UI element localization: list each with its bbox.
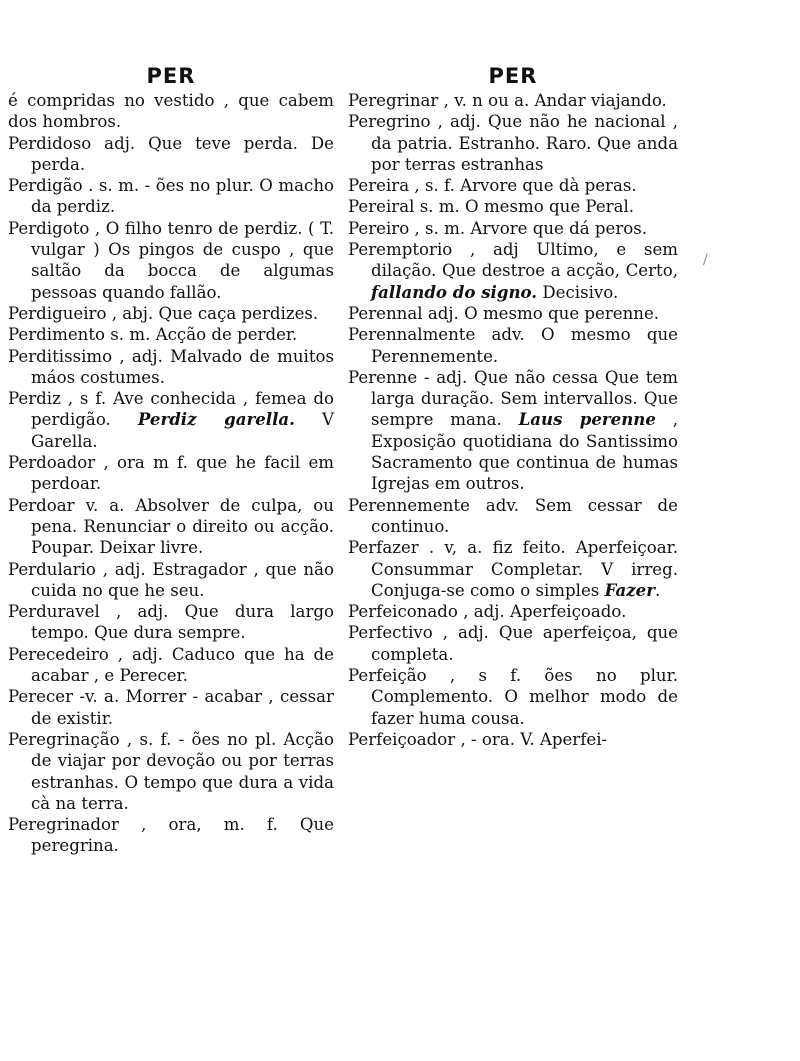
entry-definition: , adj. Que dura largo tempo. Que dura sempre. [31,602,334,643]
entry-definition: - adj. Que não cessa Que tem larga duração. Sem intervallos. Que sempre mana. [371,367,678,430]
dictionary-entry [8,175,334,218]
entry-definition: , adj. Malvado de muitos máos costumes. [31,346,334,387]
entry-definition-tail: Decisivo. [537,282,619,302]
entry-headword: Perdigueiro [8,303,107,323]
entry-definition-tail: V Garella. [31,410,334,451]
entry-headword: Perdidoso [8,133,92,153]
entry-headword: Perenne [348,367,418,387]
entry-definition: , ora m f. que he facil em perdoar. [31,453,334,494]
entry-definition: , adj. Estragador , que não cuida no que he seu. [31,559,334,600]
entry-headword: Pereira [348,176,410,196]
entry-headword: Perfeiçoador [348,729,456,749]
dictionary-entry [8,452,334,495]
margin-mark: / [703,252,708,268]
entry-definition: v. a. Absolver de culpa, ou pena. Renunciar o direito ou acção. Poupar. Deixar livre. [31,495,334,558]
entry-italic-example: Laus perenne [518,409,656,430]
entry-headword: Perfectivo [348,623,433,643]
left-entries [8,90,334,857]
entry-definition: adj. O mesmo que perenne. [422,303,660,323]
entry-definition: , adj. Que aperfeiçoa, que completa. [371,623,678,664]
entry-headword: Perennalmente [348,325,476,345]
dictionary-entry [348,303,678,324]
right-entries [348,90,678,750]
entry-definition: , O filho tenro de perdiz. ( T. vulgar ) Os pingos de cuspo , que saltão da bocca de algumas pessoas quando fallão. [31,218,334,302]
dictionary-entry [348,175,678,196]
entry-definition: . s. m. - ões no plur. O macho da perdiz. [31,176,334,217]
entry-headword: Perduravel [8,602,100,622]
dictionary-entry [8,686,334,729]
entry-definition: -v. a. Morrer - acabar , cessar de existir. [31,687,334,728]
entry-headword: Pereiral [348,197,415,217]
entry-definition-tail: . [654,580,661,600]
dictionary-entry [348,729,678,750]
dictionary-entry [8,346,334,389]
entry-definition: , v. n ou a. Andar viajando. [438,91,667,110]
entry-definition: , adj. Caduco que ha de acabar , e Perecer. [31,644,334,686]
entry-definition: s. m. Acção de perder. [105,325,298,345]
entry-italic-example: Perdiz garella. [137,409,295,430]
dictionary-entry [348,196,678,217]
entry-definition: adv. Sem cessar de continuo. [371,495,678,536]
dictionary-entry [8,729,334,814]
dictionary-entry [348,537,678,601]
dictionary-entry [8,495,334,559]
dictionary-entry [348,218,678,239]
dictionary-entry [348,601,678,622]
entry-definition: , abj. Que caça perdizes. [106,303,319,323]
entry-headword: Perdimento [8,325,106,345]
dictionary-entry [8,218,334,303]
dictionary-entry [8,324,334,345]
entry-definition: , s. f. - ões no pl. Acção de viajar por devoção ou por terras estranhas. O tempo que dura a vida cà na terra. [31,729,334,813]
entry-definition: , adj. Aperfeiçoado. [457,602,627,622]
entry-definition: , s. m. Arvore que dá peros. [409,218,648,238]
right-column-header: PER [488,64,538,88]
dictionary-entry [348,367,678,495]
entry-headword: Peremptorio [348,240,453,260]
entry-headword: Perdigoto [8,218,90,238]
entry-headword: Peregrinador [8,815,119,835]
entry-definition: , s f. ões no plur. Complemento. O melhor modo de fazer huma cousa. [371,666,678,728]
entry-definition-tail: , Exposição quotidiana do Santissimo Sacramento que continua de humas Igrejas em outros. [371,410,679,494]
dictionary-entry [8,814,334,857]
dictionary-entry [8,90,334,133]
entry-headword: Perdigão [8,176,83,196]
entry-italic-example: Fazer [604,579,655,600]
dictionary-entry [8,601,334,644]
entry-headword: Perditissimo [8,346,113,366]
entry-definition: é compridas no vestido , que cabem dos hombros. [8,91,334,132]
dictionary-entry [348,90,678,111]
dictionary-entry [348,324,678,367]
entry-headword: Perennal [348,303,423,323]
entry-headword: Perecer [8,687,74,707]
left-column-header: PER [146,64,196,88]
entry-headword: Perfeiconado [348,602,458,622]
entry-headword: Pereiro [348,218,410,238]
entry-definition: s. m. O mesmo que Peral. [414,197,635,217]
right-column [348,62,678,750]
entry-definition: , s f. Ave conhecida , femea do perdigão. [31,389,334,430]
dictionary-entry [8,559,334,602]
entry-definition: , adj Ultimo, e sem dilação. Que destroe a acção, Certo, [371,240,678,281]
entry-headword: Perfazer [348,538,419,558]
entry-definition: adj. Que teve perda. De perda. [31,133,334,174]
left-column [8,62,334,857]
entry-definition: adv. O mesmo que Perennemente. [371,325,678,366]
dictionary-entry [8,303,334,324]
dictionary-entry [8,133,334,176]
dictionary-entry [348,622,678,665]
dictionary-entry [348,239,678,303]
entry-headword: Perdoar [8,495,75,515]
entry-headword: Peregrinar [348,91,439,110]
entry-headword: Peregrinação [8,729,120,749]
entry-italic-example: fallando do signo. [371,281,538,302]
entry-definition: , - ora. V. Aperfei- [455,729,608,749]
dictionary-entry [348,495,678,538]
entry-headword: Perecedeiro [8,644,109,664]
entry-headword: Perdulario [8,559,96,579]
dictionary-entry [348,111,678,175]
dictionary-entry [8,388,334,452]
dictionary-entry [348,665,678,729]
entry-definition: , adj. Que não he nacional , da patria. Estranho. Raro. Que anda por terras estranhas [371,112,678,174]
entry-headword: Perennemente [348,495,470,515]
entry-definition: . v, a. fiz feito. Aperfeiçoar. Consummar Completar. V irreg. Conjuga-se como o simples [371,538,678,600]
entry-headword: Perdiz [8,389,61,409]
entry-headword: Perdoador [8,453,96,473]
entry-definition: , s. f. Arvore que dà peras. [409,176,637,196]
dictionary-entry [8,644,334,687]
entry-headword: Peregrino [348,112,431,132]
entry-headword: Perfeição [348,666,427,686]
entry-definition: , ora, m. f. Que peregrina. [31,815,334,856]
